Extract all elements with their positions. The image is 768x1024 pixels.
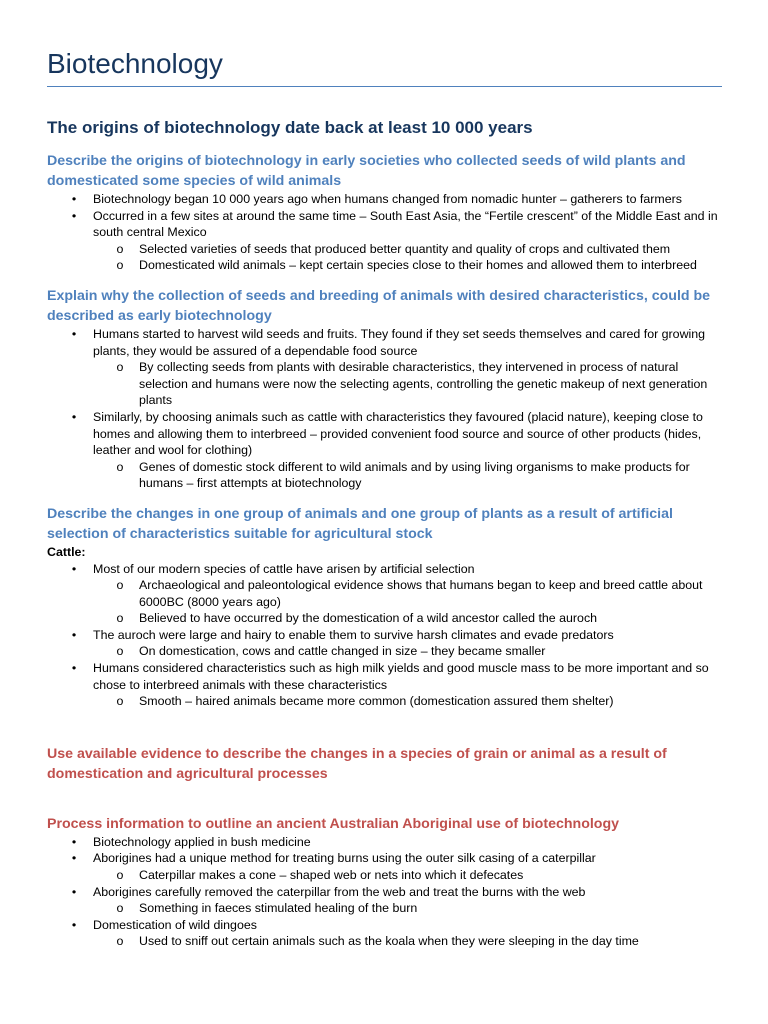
section-heading-origins: Describe the origins of biotechnology in early societies who collected seeds of wild plants and domesticated some species of wild animals <box>47 153 686 189</box>
list-item: o Something in faeces stimulated healing of the burn <box>116 901 418 916</box>
section-heading-domestication-evidence: Use available evidence to describe the changes in a species of grain or animal as a result of domestication and agricultural processes <box>47 745 667 782</box>
list-item: o Selected varieties of seeds that produced better quantity and quality of crops and cultivated them <box>116 241 671 256</box>
bullet-disc-icon: • <box>71 409 77 424</box>
list-item: • Aborigines had a unique method for treating burns using the outer silk casing of a caterpillar o Caterpillar makes a cone – shaped web or nets into which it defecates <box>47 850 722 883</box>
subheading-cattle: Cattle: <box>47 544 86 559</box>
sub-bullet-list <box>93 867 722 884</box>
section-heading-aboriginal-biotechnology: Process information to outline an ancient Australian Aboriginal use of biotechnology <box>47 815 620 832</box>
bullet-disc-icon: • <box>71 917 77 932</box>
bullet-circle-icon: o <box>116 694 124 709</box>
sub-bullet-list <box>93 900 722 917</box>
bullet-disc-icon: • <box>71 561 77 576</box>
sub-bullet-list <box>93 359 722 409</box>
bullet-circle-icon: o <box>116 611 124 626</box>
sub-bullet-list <box>93 693 722 710</box>
bullet-circle-icon: o <box>116 901 124 916</box>
bullet-list <box>47 561 722 710</box>
bullet-circle-icon: o <box>116 360 124 375</box>
list-item: o Used to sniff out certain animals such as the koala when they were sleeping in the day time <box>116 934 639 949</box>
bullet-disc-icon: • <box>71 834 77 849</box>
bullet-circle-icon: o <box>116 934 124 949</box>
bullet-disc-icon: • <box>71 627 77 642</box>
list-item: • The auroch were large and hairy to enable them to survive harsh climates and evade predators o On domestication, cows and cattle changed in size – they became smaller <box>47 627 722 660</box>
bullet-circle-icon: o <box>116 241 124 256</box>
list-item: o Domesticated wild animals – kept certain species close to their homes and allowed them to interbreed <box>116 258 697 273</box>
sub-bullet-list <box>93 577 722 627</box>
bullet-list <box>47 191 722 274</box>
main-heading: The origins of biotechnology date back at least 10 000 years <box>47 118 533 137</box>
list-item: o Caterpillar makes a cone – shaped web or nets into which it defecates <box>116 868 524 883</box>
bullet-circle-icon: o <box>116 578 124 593</box>
sub-bullet-list <box>93 459 722 492</box>
list-item: • Occurred in a few sites at around the same time – South East Asia, the “Fertile crescent” of the Middle East and in south central Mexico o Selected varieties of seeds that produced better quantity and quality of crops and cultivated them o Domesticated wild animals – kept certain species close to their homes and allowed them to interbreed <box>47 208 722 274</box>
list-item: o Believed to have occurred by the domestication of a wild ancestor called the auroch <box>116 611 598 626</box>
document-title: Biotechnology <box>47 40 722 87</box>
list-item: • Similarly, by choosing animals such as cattle with characteristics they favoured (placid nature), keeping close to homes and allowing them to interbreed – provided convenient food source and source of other products (hides, leather and wool for clothing) o Genes of domestic stock different to wild animals and by using living organisms to make products for humans – first attempts at biotechnology <box>47 409 722 492</box>
bullet-disc-icon: • <box>71 851 77 866</box>
bullet-circle-icon: o <box>116 644 124 659</box>
bullet-disc-icon: • <box>71 326 77 341</box>
list-item: • Most of our modern species of cattle have arisen by artificial selection o Archaeological and paleontological evidence shows that humans began to keep and breed cattle about 6000BC (8000 years ago) o Believed to have occurred by the domestication of a wild ancestor called the auroch <box>47 561 722 627</box>
list-item: • Humans considered characteristics such as high milk yields and good muscle mass to be more important and so chose to interbreed animals with these characteristics o Smooth – haired animals became more common (domestication assured them shelter) <box>47 660 722 710</box>
bullet-disc-icon: • <box>71 192 77 206</box>
bullet-list <box>47 326 722 492</box>
list-item: o By collecting seeds from plants with desirable characteristics, they intervened in process of natural selection and humans were now the selecting agents, controlling the genetic makeup of next generation plants <box>116 360 708 408</box>
bullet-circle-icon: o <box>116 868 124 883</box>
bullet-circle-icon: o <box>116 258 124 273</box>
list-item: • Aborigines carefully removed the caterpillar from the web and treat the burns with the web o Something in faeces stimulated healing of the burn <box>47 884 722 917</box>
list-item: • Biotechnology began 10 000 years ago when humans changed from nomadic hunter – gatherers to farmers <box>47 191 722 208</box>
section-heading-early-biotechnology: Explain why the collection of seeds and breeding of animals with desired characteristics, could be described as early biotechnology <box>47 287 711 324</box>
section-heading-artificial-selection: Describe the changes in one group of animals and one group of plants as a result of artificial selection of characteristics suitable for agricultural stock <box>47 505 673 542</box>
list-item: o Smooth – haired animals became more common (domestication assured them shelter) <box>116 694 614 709</box>
sub-bullet-list <box>93 643 722 660</box>
list-item: o Archaeological and paleontological evidence shows that humans began to keep and breed cattle about 6000BC (8000 years ago) <box>116 578 703 609</box>
sub-bullet-list <box>93 241 722 274</box>
bullet-list <box>47 834 722 950</box>
list-item: o Genes of domestic stock different to wild animals and by using living organisms to make products for humans – first attempts at biotechnology <box>116 459 690 491</box>
list-item: • Biotechnology applied in bush medicine <box>47 834 722 851</box>
list-item: • Domestication of wild dingoes o Used to sniff out certain animals such as the koala when they were sleeping in the day time <box>47 917 722 950</box>
bullet-disc-icon: • <box>71 661 77 676</box>
bullet-disc-icon: • <box>71 208 77 223</box>
bullet-disc-icon: • <box>71 884 77 899</box>
list-item: o On domestication, cows and cattle changed in size – they became smaller <box>116 644 546 659</box>
list-item: • Humans started to harvest wild seeds and fruits. They found if they set seeds themselves and cared for growing plants, they would be assured of a dependable food source o By collecting seeds from plants with desirable characteristics, they intervened in process of natural selection and humans were now the selecting agents, controlling the genetic makeup of next generation plants <box>47 326 722 409</box>
sub-bullet-list <box>93 933 722 950</box>
bullet-circle-icon: o <box>116 459 124 474</box>
